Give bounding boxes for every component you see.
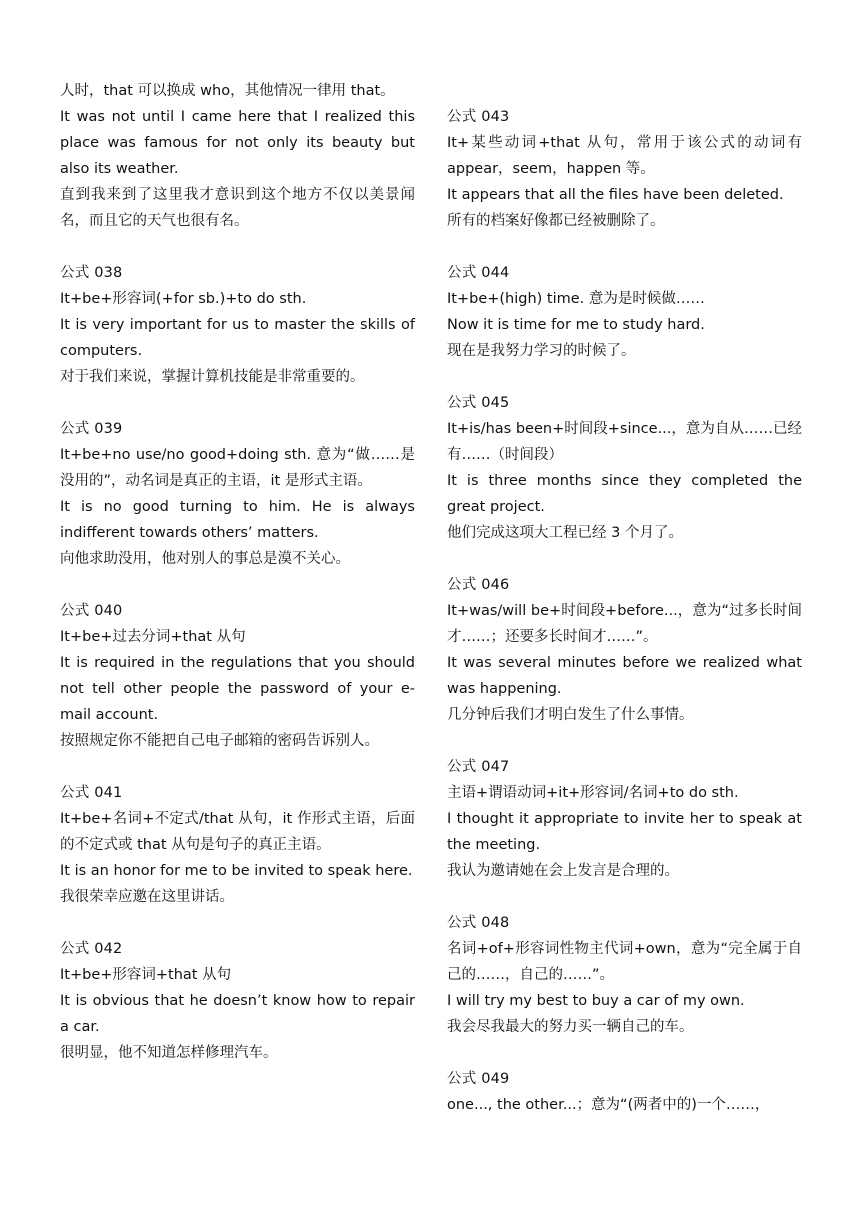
formula-040-section <box>60 598 415 754</box>
translation: 按照规定你不能把自己电子邮箱的密码告诉别人。 <box>60 733 379 749</box>
formula-039-section <box>60 416 415 572</box>
translation: 所有的档案好像都已经被删除了。 <box>447 213 665 229</box>
example-sentence: It appears that all the files have been deleted. <box>447 187 784 203</box>
example-sentence: It is very important for us to master the skills of computers. <box>60 317 415 359</box>
formula-046-section <box>447 572 802 728</box>
right-column <box>447 104 802 1144</box>
section-heading: 公式 046 <box>447 577 510 593</box>
example-sentence: It is obvious that he doesn’t know how to repair a car. <box>60 993 415 1035</box>
translation: 很明显，他不知道怎样修理汽车。 <box>60 1045 278 1061</box>
formula-044-section <box>447 260 802 364</box>
example-sentence: It is no good turning to him. He is always indifferent towards others’ matters. <box>60 499 415 541</box>
formula-pattern: 名词+of+形容词性物主代词+own，意为“完全属于自己的……，自己的……”。 <box>447 941 802 983</box>
section-heading: 公式 049 <box>447 1071 510 1087</box>
formula-pattern: It+某些动词+that 从句，常用于该公式的动词有 appear，seem，happen 等。 <box>447 135 802 177</box>
formula-pattern: It+be+名词+不定式/that 从句，it 作形式主语，后面的不定式或 that 从句是句子的真正主语。 <box>60 811 415 853</box>
section-heading: 公式 043 <box>447 109 510 125</box>
formula-048-section <box>447 910 802 1040</box>
example-sentence: It is three months since they completed the great project. <box>447 473 802 515</box>
translation: 他们完成这项大工程已经 3 个月了。 <box>447 525 683 541</box>
section-heading: 公式 048 <box>447 915 510 931</box>
intro-block <box>60 78 415 234</box>
formula-pattern: It+be+形容词+that 从句 <box>60 967 232 983</box>
section-heading: 公式 045 <box>447 395 510 411</box>
section-heading: 公式 040 <box>60 603 123 619</box>
formula-pattern: It+is/has been+时间段+since...，意为自从……已经有……（时间段） <box>447 421 802 463</box>
formula-049-section <box>447 1066 802 1118</box>
section-heading: 公式 041 <box>60 785 123 801</box>
translation: 我很荣幸应邀在这里讲话。 <box>60 889 234 905</box>
example-sentence: It is required in the regulations that you should not tell other people the password of your e-mail account. <box>60 655 415 723</box>
intro-line: It was not until I came here that I realized this place was famous for not only its beauty but also its weather. <box>60 109 415 177</box>
section-heading: 公式 047 <box>447 759 510 775</box>
left-column <box>60 78 415 1092</box>
formula-pattern: It+be+no use/no good+doing sth. 意为“做……是没用的”，动名词是真正的主语，it 是形式主语。 <box>60 447 415 489</box>
example-sentence: Now it is time for me to study hard. <box>447 317 705 333</box>
translation: 向他求助没用，他对别人的事总是漠不关心。 <box>60 551 350 567</box>
section-heading: 公式 044 <box>447 265 510 281</box>
example-sentence: It was several minutes before we realized what was happening. <box>447 655 802 697</box>
example-sentence: It is an honor for me to be invited to speak here. <box>60 863 413 879</box>
section-heading: 公式 038 <box>60 265 123 281</box>
intro-line: 人时，that 可以换成 who，其他情况一律用 that。 <box>60 83 395 99</box>
example-sentence: I will try my best to buy a car of my own. <box>447 993 745 1009</box>
formula-042-section <box>60 936 415 1066</box>
formula-047-section <box>447 754 802 884</box>
formula-045-section <box>447 390 802 546</box>
example-sentence: I thought it appropriate to invite her to speak at the meeting. <box>447 811 802 853</box>
formula-pattern: It+was/will be+时间段+before...，意为“过多长时间才……；还要多长时间才……”。 <box>447 603 802 645</box>
translation: 我认为邀请她在会上发言是合理的。 <box>447 863 679 879</box>
translation: 几分钟后我们才明白发生了什么事情。 <box>447 707 694 723</box>
formula-038-section <box>60 260 415 390</box>
intro-line: 直到我来到了这里我才意识到这个地方不仅以美景闻名，而且它的天气也很有名。 <box>60 187 415 229</box>
translation: 现在是我努力学习的时候了。 <box>447 343 636 359</box>
formula-pattern: It+be+(high) time. 意为是时候做…… <box>447 291 705 307</box>
formula-pattern: It+be+形容词(+for sb.)+to do sth. <box>60 291 307 307</box>
formula-pattern: It+be+过去分词+that 从句 <box>60 629 246 645</box>
formula-pattern: one..., the other...；意为“(两者中的)一个……， <box>447 1097 770 1113</box>
formula-043-section <box>447 104 802 234</box>
formula-pattern: 主语+谓语动词+it+形容词/名词+to do sth. <box>447 785 739 801</box>
section-heading: 公式 042 <box>60 941 123 957</box>
formula-041-section <box>60 780 415 910</box>
section-heading: 公式 039 <box>60 421 123 437</box>
translation: 我会尽我最大的努力买一辆自己的车。 <box>447 1019 694 1035</box>
translation: 对于我们来说，掌握计算机技能是非常重要的。 <box>60 369 365 385</box>
